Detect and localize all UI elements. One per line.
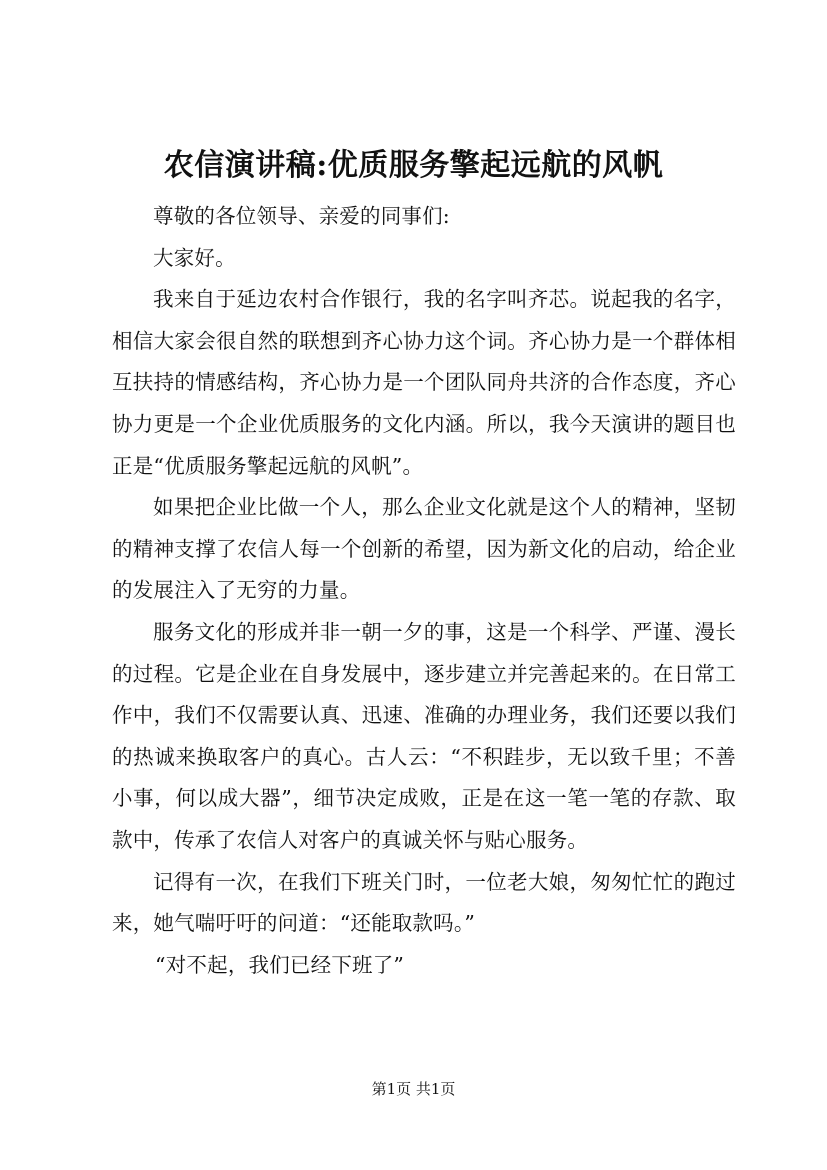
page-number-footer: 第1页 共1页 — [371, 1080, 456, 1098]
paragraph: 如果把企业比做一个人，那么企业文化就是这个人的精神，坚韧的精神支撑了农信人每一个创新的希望，因为新文化的启动，给企业的发展注入了无穷的力量。 — [112, 495, 736, 603]
paragraph: 记得有一次，在我们下班关门时，一位老大娘，匆匆忙忙的跑过来，她气喘吁吁的问道：“还能取款吗。” — [112, 869, 736, 936]
paragraph: 我来自于延边农村合作银行，我的名字叫齐芯。说起我的名字，相信大家会很自然的联想到齐心协力这个词。齐心协力是一个群体相互扶持的情感结构，齐心协力是一个团队同舟共济的合作态度，齐心协力更是一个企业优质服务的文化内涵。所以，我今天演讲的题目也正是“优质服务擎起远航的风帆”。 — [112, 287, 736, 478]
greeting: 大家好。 — [153, 245, 236, 270]
document-title: 农信演讲稿:优质服务擎起远航的风帆 — [163, 148, 664, 183]
paragraph: 服务文化的形成并非一朝一夕的事，这是一个科学、严谨、漫长的过程。它是企业在自身发展中，逐步建立并完善起来的。在日常工作中，我们不仅需要认真、迅速、准确的办理业务，我们还要以我们的热诚来换取客户的真心。古人云：“不积跬步，无以致千里；不善小事，何以成大器”，细节决定成败，正是在这一笔一笔的存款、取款中，传承了农信人对客户的真诚关怀与贴心服务。 — [112, 619, 736, 852]
document-body — [112, 196, 736, 986]
salutation: 尊敬的各位领导、亲爱的同事们: — [153, 204, 450, 228]
paragraph: “对不起，我们已经下班了” — [155, 952, 405, 977]
